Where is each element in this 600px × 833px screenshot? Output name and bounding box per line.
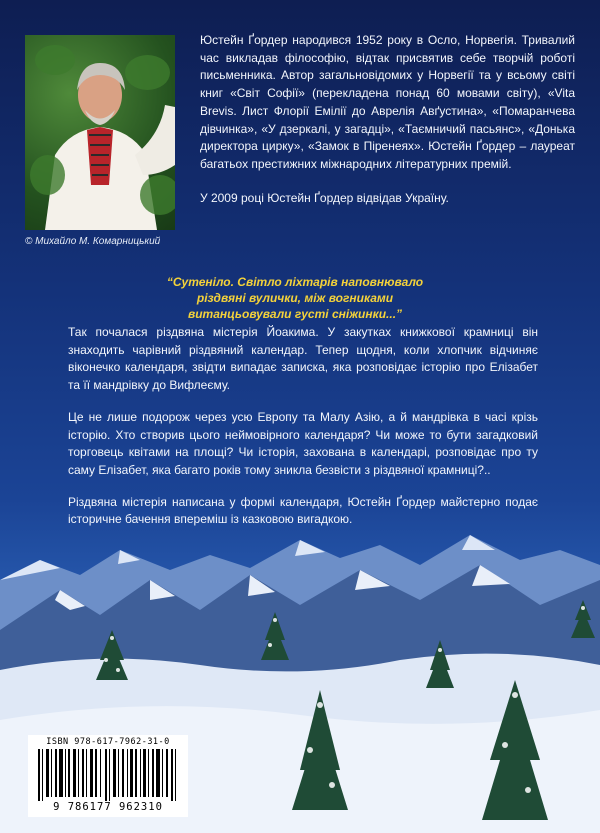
description-paragraph: Це не лише подорож через усю Европу та Малу Азію, а й мандрівка в часі крізь історію. Хто створив цього неймовірного календаря? Чи може то бути загадковий торговець квітами на площі? Чи історія, захована в календарі, розповідає про ту саму Елізабет, яка багато років тому зникла безвісти з різдвяної крамниці?..	[68, 409, 538, 477]
bio-paragraph: Юстейн Ґордер народився 1952 року в Осло, Норвегія. Тривалий час викладав філософію, відтак присвятив себе творчій роботі письменника. Автор загальновідомих у Норвегії та у всьому світі книг «Світ Софії» (перекладена понад 60 мовами світу), «Vita Brevis. Лист Флорії Емілії до Аврелія Авґустина», «Помаранчева дівчинка», «У дзеркалі, у загадці», «Таємничий пасьянс», «Донька директора цирку», «Замок в Піренеях». Юстейн Ґордер – лауреат багатьох престижних міжнародних літературних премій.	[200, 33, 575, 171]
author-photo	[25, 35, 175, 230]
isbn-text: ISBN 978-617-7962-31-0	[46, 737, 170, 747]
barcode-bars	[38, 749, 178, 801]
description-paragraph: Так почалася різдвяна містерія Йоакима. У закутках книжкової крамниці він знаходить чарівний різдвяний календар. Тепер щодня, коли хлопчик відчиняє віконечко календаря, звідти випадає записка, яка розповідає історію про Елізабет та її мандрівку до Вифлеєму.	[68, 325, 538, 393]
photo-caption: © Михайло М. Комарницький	[25, 236, 161, 247]
book-description	[68, 324, 538, 543]
author-bio	[200, 32, 575, 223]
description-paragraph: Різдвяна містерія написана у формі календаря, Юстейн Ґордер майстерно подає історичне бачення впереміш із казковою вигадкою.	[68, 494, 538, 527]
book-quote: “Сутеніло. Світло ліхтарів наповнювало різдвяні вулички, між вогниками витанцьовували густі сніжинки...”	[166, 275, 424, 321]
barcode	[28, 735, 188, 817]
barcode-digits: 9 786177 962310	[53, 801, 163, 813]
bio-paragraph: У 2009 році Юстейн Ґордер відвідав Україну.	[200, 190, 449, 205]
